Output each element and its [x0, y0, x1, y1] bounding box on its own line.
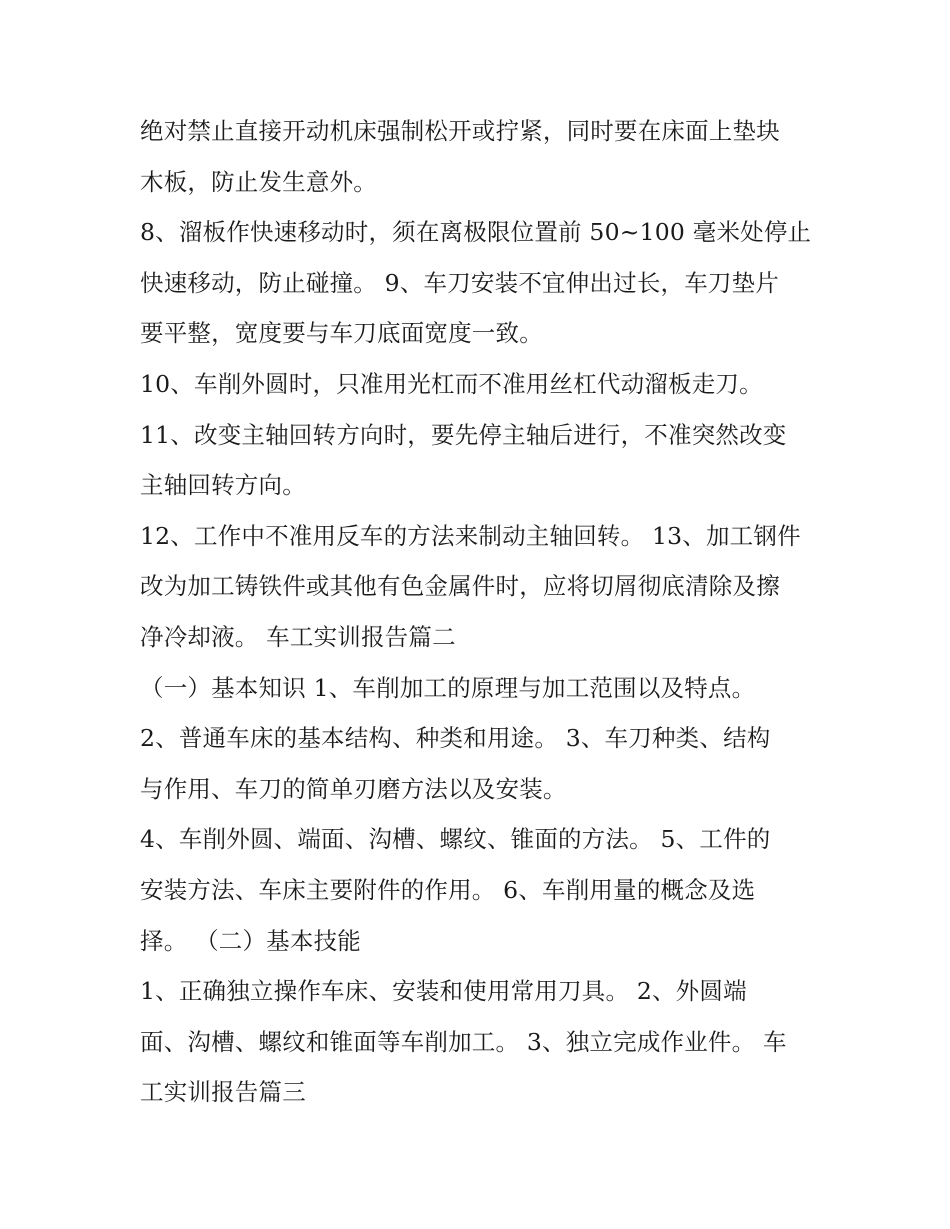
text-line: 4、车削外圆、端面、沟槽、螺纹、锥面的方法。 5、工件的	[140, 825, 771, 854]
text-line: 工实训报告篇三	[140, 1078, 306, 1107]
text-line: 择。 （二）基本技能	[140, 926, 361, 955]
text-line: 净冷却液。 车工实训报告篇二	[140, 622, 456, 651]
text-line: 2、普通车床的基本结构、种类和用途。 3、车刀种类、结构	[140, 724, 771, 753]
text-line: 与作用、车刀的简单刃磨方法以及安装。	[140, 774, 567, 803]
text-line: 要平整，宽度要与车刀底面宽度一致。	[140, 319, 543, 348]
text-line: 12、工作中不准用反车的方法来制动主轴回转。 13、加工钢件	[140, 521, 801, 550]
text-line: 改为加工铸铁件或其他有色金属件时，应将切屑彻底清除及擦	[140, 572, 780, 601]
text-line: 11、改变主轴回转方向时，要先停主轴后进行，不准突然改变	[140, 420, 787, 449]
text-line: （一）基本知识 1、车削加工的原理与加工范围以及特点。	[140, 673, 756, 702]
text-line: 8、溜板作快速移动时，须在离极限位置前 50~100 毫米处停止	[140, 218, 812, 247]
text-line: 快速移动，防止碰撞。 9、车刀安装不宜伸出过长，车刀垫片	[140, 268, 780, 297]
text-line: 木板，防止发生意外。	[140, 167, 377, 196]
text-line: 绝对禁止直接开动机床强制松开或拧紧，同时要在床面上垫块	[140, 117, 780, 145]
text-line: 面、沟槽、螺纹和锥面等车削加工。 3、独立完成作业件。 车	[140, 1027, 787, 1056]
document-body	[140, 106, 820, 1118]
text-line: 主轴回转方向。	[140, 471, 306, 500]
text-line: 安装方法、车床主要附件的作用。 6、车削用量的概念及选	[140, 875, 756, 904]
text-line: 1、正确独立操作车床、安装和使用常用刀具。 2、外圆端	[140, 977, 747, 1006]
text-line: 10、车削外圆时，只准用光杠而不准用丝杠代动溜板走刀。	[140, 369, 763, 398]
